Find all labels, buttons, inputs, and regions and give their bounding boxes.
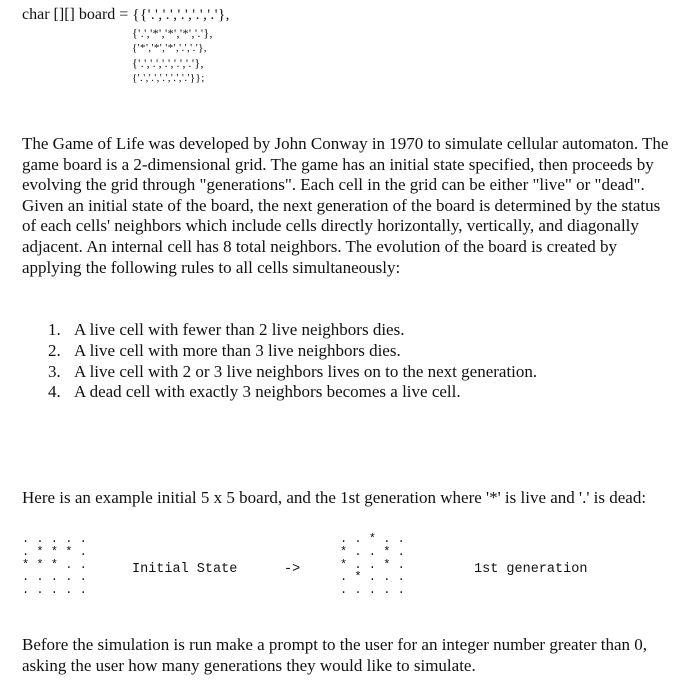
declaration-row-5: {'.','.','.','.','.'}}; [132, 72, 205, 84]
description-paragraph: The Game of Life was developed by John Conway in 1970 to simulate cellular automaton. The game board is a 2-dimensional grid. The game has an initial state specified, then proceeds by evolving the grid through "generations". Each cell in the grid can be either "live" or "dead". Given an initial state of the board, the next generation of the board is determined by the status of each cells' neighbors which include cells directly horizontally, vertically, and diagonally adjacent. An internal cell has 8 total neighbors. The evolution of the board is created by applying the following rules to all cells simultaneously: [22, 134, 669, 277]
rule-item [48, 362, 668, 383]
declaration-row-4: {'.','.','.','.','.'}, [132, 56, 204, 70]
board-row: . . . . . [22, 583, 87, 598]
first-generation-label: 1st generation [474, 562, 588, 577]
rule-text: A live cell with more than 3 live neighbors dies. [74, 340, 401, 360]
rule-number: 3. [48, 361, 61, 381]
board-row: * . . * . [340, 544, 405, 559]
rule-number: 2. [48, 340, 61, 360]
arrow-label: -> [284, 562, 301, 577]
initial-board [22, 533, 87, 597]
board-row: . . . . . [22, 570, 87, 585]
declaration-row-1: {{'.','.','.','.','.'}, [132, 7, 230, 23]
prompt-paragraph: Before the simulation is run make a prompt to the user for an integer number greater than 0, asking the user how many generations they would like to simulate. [22, 635, 648, 675]
board-row: . . . . . [340, 583, 405, 598]
first-generation-board [340, 533, 405, 597]
rule-text: A dead cell with exactly 3 neighbors becomes a live cell. [74, 382, 461, 402]
rule-item [48, 341, 668, 362]
rule-text: A live cell with 2 or 3 live neighbors lives on to the next generation. [74, 361, 538, 381]
rule-text: A live cell with fewer than 2 live neighbors dies. [74, 320, 405, 339]
example-intro: Here is an example initial 5 x 5 board, and the 1st generation where '*' is live and '.' is dead: [22, 488, 647, 507]
initial-state-label: Initial State [132, 562, 238, 577]
board-row: * * * . . [22, 557, 87, 572]
declaration-row-2: {'.','*','*','*','.'}, [132, 26, 213, 40]
rules-list [48, 320, 668, 403]
rule-number: 1. [48, 320, 61, 339]
declaration-row-3: {'*','*','*','.','.'}, [132, 42, 207, 54]
declaration-rows [132, 26, 213, 86]
declaration-prefix: char [][] board = [22, 6, 133, 23]
board-declaration [22, 6, 230, 24]
board-row: . * * * . [22, 544, 87, 559]
rule-item [48, 382, 668, 403]
rule-number: 4. [48, 382, 61, 402]
board-row: * . . * . [340, 557, 405, 572]
board-row: . . . . . [22, 532, 87, 546]
rule-item [48, 320, 668, 341]
board-row: . . * . . [340, 532, 405, 546]
board-row: . * . . . [340, 570, 405, 585]
